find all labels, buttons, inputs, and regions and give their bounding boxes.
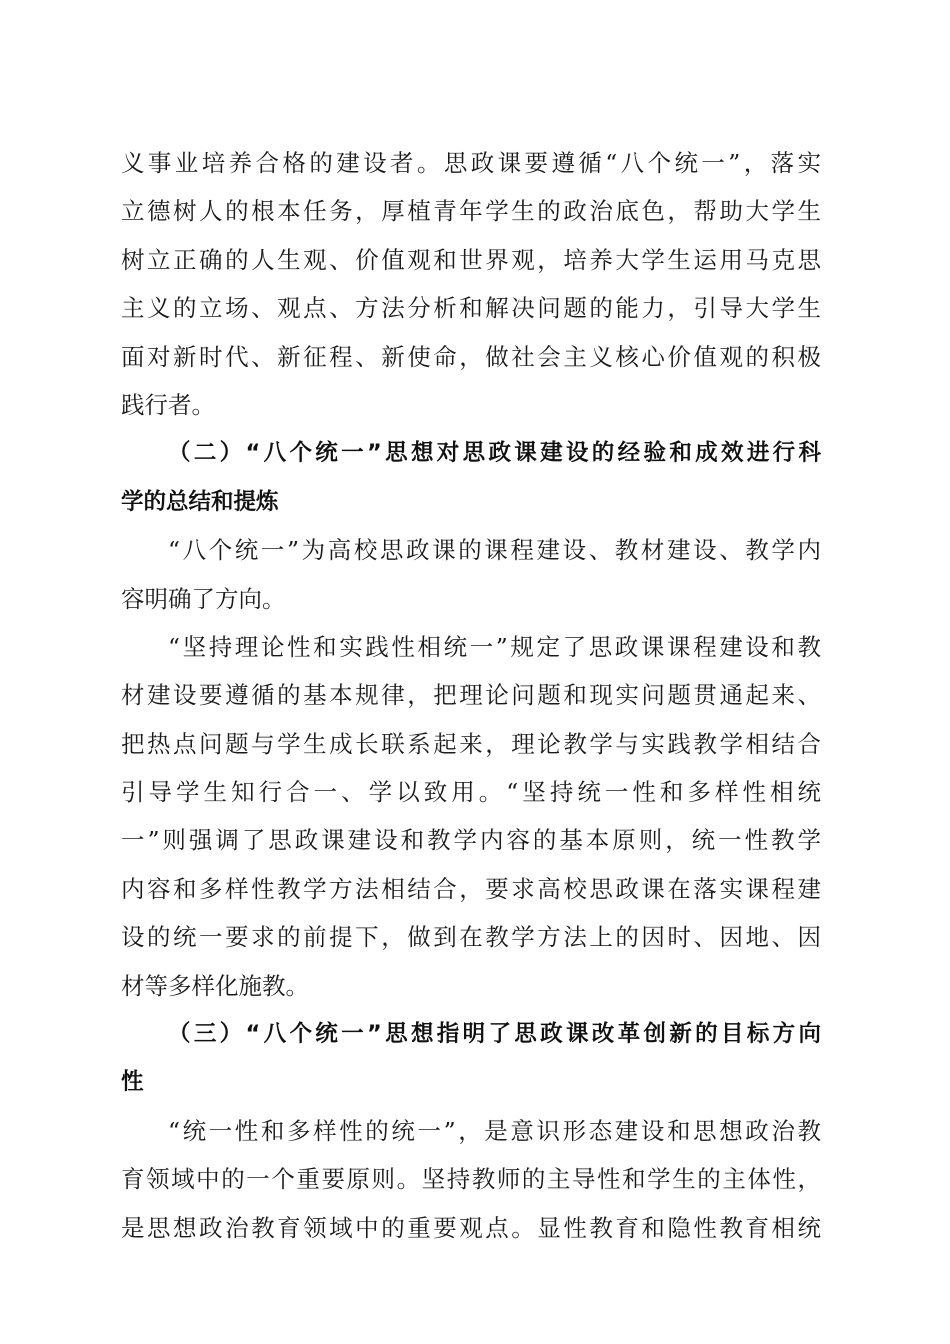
text-line: 践行者。 xyxy=(121,390,215,419)
text-line: 树立正确的人生观、价值观和世界观，培养大学生运用马克思 xyxy=(121,245,821,274)
document-body xyxy=(121,139,821,1252)
section-heading-line: 学的总结和提炼 xyxy=(121,488,279,515)
text-line: 把热点问题与学生成长联系起来，理论教学与实践教学相结合 xyxy=(121,729,821,758)
text-line: 育领域中的一个重要原则。坚持教师的主导性和学生的主体性， xyxy=(121,1165,821,1194)
text-line: 容明确了方向。 xyxy=(121,584,286,613)
section-heading-line: 性 xyxy=(121,1069,144,1096)
text-line: 主义的立场、观点、方法分析和解决问题的能力，引导大学生 xyxy=(121,294,821,323)
section-heading-line: （三）“八个统一”思想指明了思政课改革创新的目标方向 xyxy=(168,1021,821,1048)
text-line: 材建设要遵循的基本规律，把理论问题和现实问题贯通起来、 xyxy=(121,681,821,710)
text-line: “统一性和多样性的统一”，是意识形态建设和思想政治教 xyxy=(168,1116,821,1145)
text-line: 立德树人的根本任务，厚植青年学生的政治底色，帮助大学生 xyxy=(121,197,821,226)
text-line: 材等多样化施教。 xyxy=(121,971,309,1000)
text-line: “八个统一”为高校思政课的课程建设、教材建设、教学内 xyxy=(168,536,821,565)
text-line: 设的统一要求的前提下，做到在教学方法上的因时、因地、因 xyxy=(121,923,821,952)
text-line: 引导学生知行合一、学以致用。“坚持统一性和多样性相统 xyxy=(121,778,821,807)
text-line: 一”则强调了思政课建设和教学内容的基本原则，统一性教学 xyxy=(121,826,821,855)
section-heading-line: （二）“八个统一”思想对思政课建设的经验和成效进行科 xyxy=(168,440,821,467)
text-line: “坚持理论性和实践性相统一”规定了思政课课程建设和教 xyxy=(168,632,821,661)
text-line: 是思想政治教育领域中的重要观点。显性教育和隐性教育相统 xyxy=(121,1213,821,1242)
text-line: 义事业培养合格的建设者。思政课要遵循“八个统一”，落实 xyxy=(121,149,821,177)
text-line: 内容和多样性教学方法相结合，要求高校思政课在落实课程建 xyxy=(121,874,821,903)
text-line: 面对新时代、新征程、新使命，做社会主义核心价值观的积极 xyxy=(121,342,821,371)
